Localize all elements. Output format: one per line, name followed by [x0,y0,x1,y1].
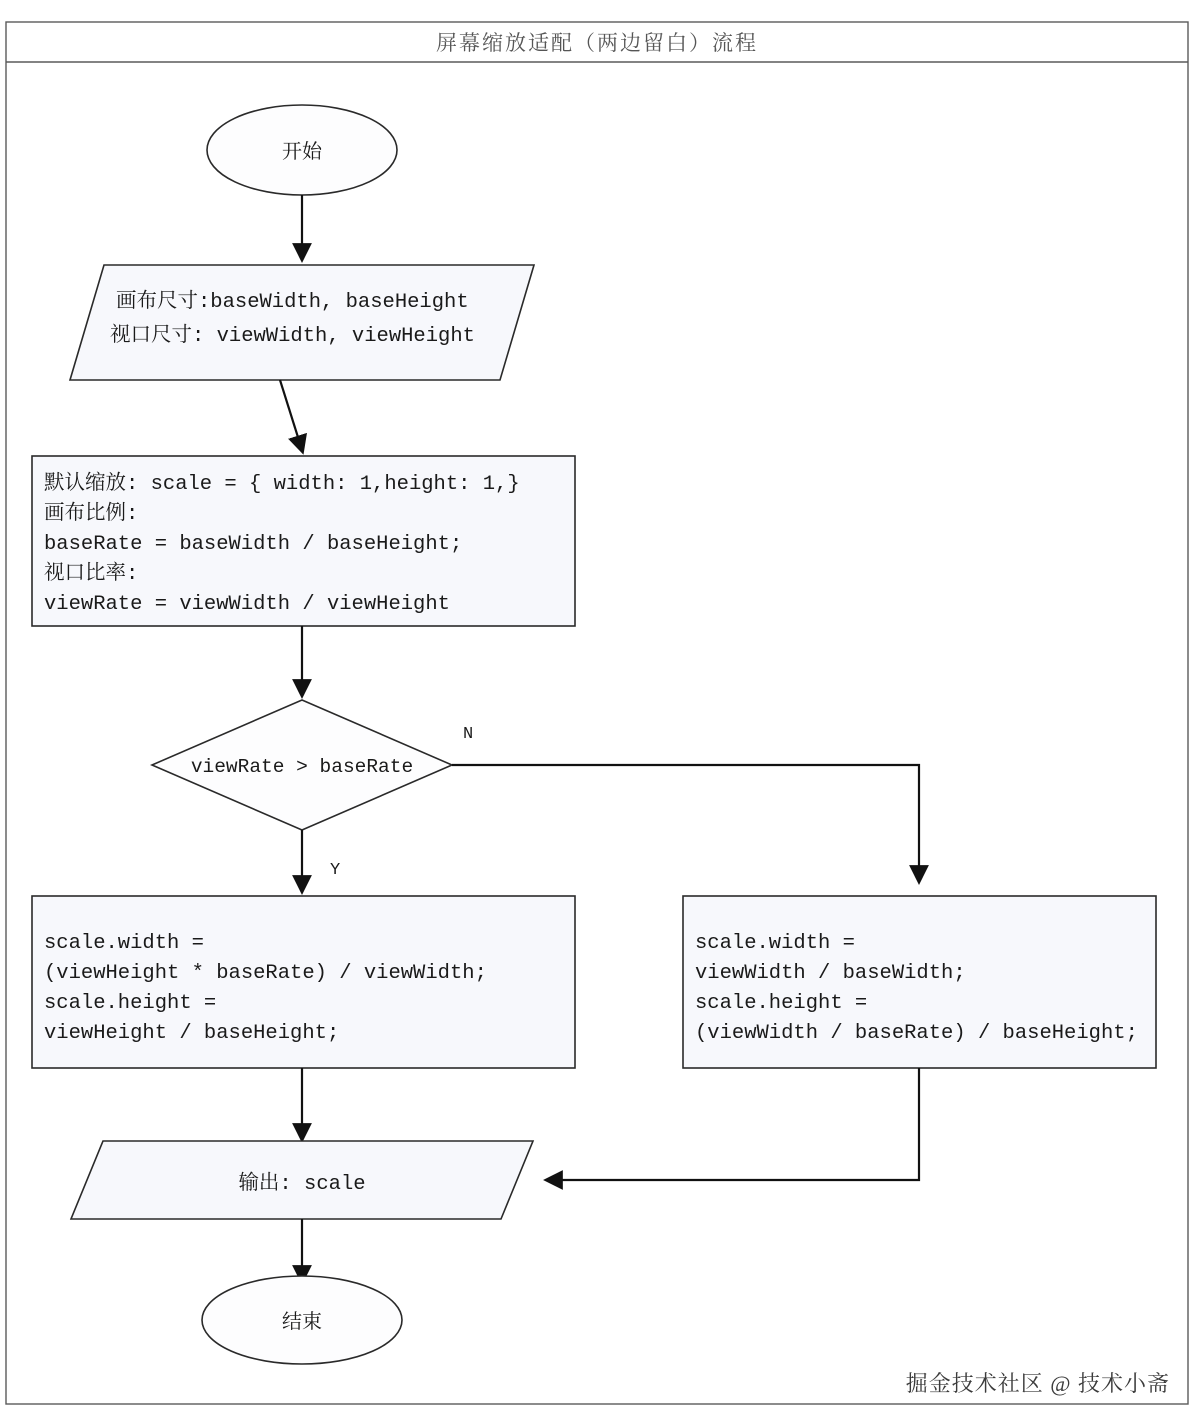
node-input [70,265,534,380]
node-start-label: 开始 [282,141,322,163]
node-init-line-5: viewRate = viewWidth / viewHeight [44,593,450,616]
node-yes-line-1: scale.width = [44,932,204,955]
edge-no-to-output [548,1068,919,1180]
node-input-line-2: 视口尺寸: viewWidth, viewHeight [110,325,475,348]
node-init-line-2: 画布比例: [44,503,139,526]
node-output-label: 输出: scale [238,1173,366,1196]
node-init-line-3: baseRate = baseWidth / baseHeight; [44,533,463,556]
node-input-line-1: 画布尺寸:baseWidth, baseHeight [116,291,469,314]
edge-input-to-init [280,380,302,450]
node-init-line-4: 视口比率: [44,563,139,586]
edge-label-yes: Y [330,861,341,880]
node-end-label: 结束 [282,1311,322,1333]
node-no-line-4: (viewWidth / baseRate) / baseHeight; [695,1022,1138,1045]
edge-decision-no [452,765,919,880]
edge-label-no: N [463,725,474,744]
node-decision-label: viewRate > baseRate [190,756,414,778]
node-yes-line-2: (viewHeight * baseRate) / viewWidth; [44,962,487,985]
node-yes-line-4: viewHeight / baseHeight; [44,1022,340,1045]
node-init-line-1: 默认缩放: scale = { width: 1,height: 1,} [44,473,520,496]
node-no-line-3: scale.height = [695,992,868,1015]
node-no-line-1: scale.width = [695,932,855,955]
node-no-line-2: viewWidth / baseWidth; [695,962,966,985]
diagram-title: 屏幕缩放适配（两边留白）流程 [436,31,758,55]
node-yes-line-3: scale.height = [44,992,217,1015]
watermark-text: 掘金技术社区 @ 技术小斋 [905,1371,1170,1396]
